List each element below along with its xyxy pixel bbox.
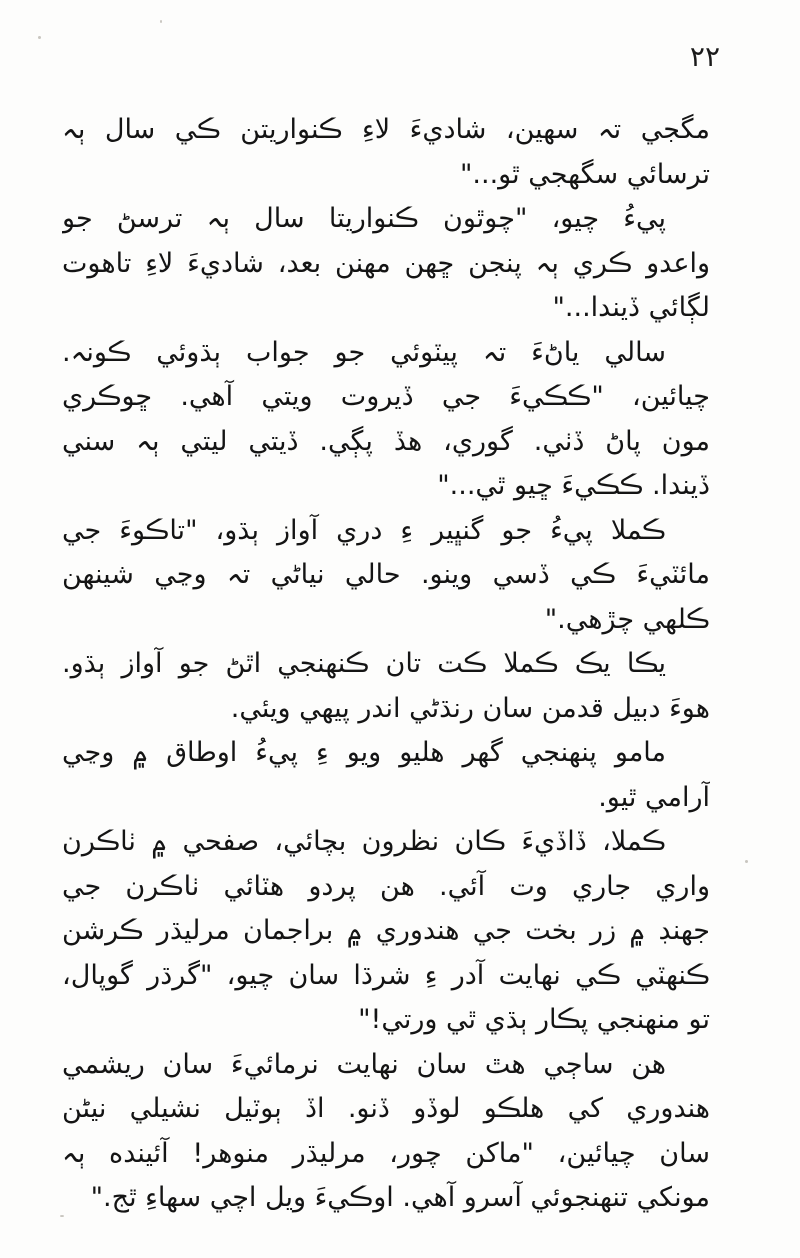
paragraph — [62, 511, 710, 645]
text-line: مونکي تنهنجوئي آسرو آهي. اوڪيءَ ويل اچي سهاءِ ٿج." — [90, 1182, 710, 1213]
text-line: هوءَ دبيل قدمن سان رنڌڻي اندر پيهي ويئي. — [230, 692, 710, 724]
paragraph — [62, 733, 710, 822]
page-body-text — [62, 110, 710, 1223]
paragraph — [62, 1045, 710, 1223]
paragraph — [62, 644, 710, 733]
text-line: جهنڊ ۾ زر بخت جي هندوري ۾ براجمان مرليڌر ڪرشن — [62, 915, 710, 946]
text-line: پيءُ چيو، "چوٿون ڪنواريتا سال ٻہ ترسڻ جو — [62, 203, 666, 234]
text-line: سالي ياڻءَ تہ پيٽوئي جو جواب ٻڌوئي ڪونہ. — [62, 336, 666, 368]
text-line: هندوري کي هلڪو لوڏو ڏنو. اڏ ٻوٽيل نشيلي نيڻن — [62, 1093, 710, 1124]
text-line: ڪلهي چڙهي." — [544, 603, 710, 635]
paragraph — [62, 333, 710, 511]
text-line: مامو پنهنجي گهر هليو ويو ءِ پيءُ اوطاق ۾ وڃي — [62, 737, 666, 768]
paper-speck — [38, 36, 41, 39]
text-line: واري جاري وت آئي. هن پردو هٽائي ٺاڪرن جي — [62, 870, 710, 902]
paragraph — [62, 822, 710, 1045]
paper-speck — [60, 1215, 64, 1217]
text-line: واعدو ڪري ٻہ پنجن ڇهن مهنن بعد، شاديءَ لاءِ تاهوت — [62, 247, 710, 279]
paper-speck — [160, 20, 162, 23]
text-line: ڪملا پيءُ جو گنڀير ءِ دري آواز ٻڌو، "تاڪوءَ جي — [62, 514, 666, 546]
paragraph — [62, 199, 710, 333]
text-line: آرامي ٿيو. — [598, 781, 710, 813]
text-line: ترسائي سگهجي ٿو..." — [460, 158, 710, 190]
text-line: يڪا يڪ ڪملا ڪت تان ڪنهنجي اٿڻ جو آواز ٻڌو. — [62, 648, 666, 679]
text-line: سان چيائين، "ماکن چور، مرليڌر منوهر! آئينده ٻہ — [62, 1137, 710, 1169]
text-line: ڏيندا. ڪڪيءَ ڇيو ٿي..." — [437, 470, 710, 501]
page-number: ٢٢ — [689, 40, 720, 73]
text-line: ڪملا، ڏاڏيءَ ڪان نظرون بچائي، صفحي ۾ ٺاڪرن — [62, 826, 666, 857]
text-line: لڳائي ڏيندا..." — [552, 292, 710, 323]
paper-speck — [745, 860, 748, 863]
text-line: هن ساڄي هٿ سان نهايت نرمائيءَ سان ريشمي — [62, 1048, 666, 1080]
text-line: مائٽيءَ ڪي ڏسي وينو. حالي نياڻي تہ وڃي شينهن — [62, 559, 710, 590]
paragraph — [62, 110, 710, 199]
text-line: مگجي تہ سهين، شاديءَ لاءِ ڪنواريتن ڪي سال ٻہ — [62, 114, 710, 145]
text-line: مون پاڻ ڏٺي. گوري، هڏ پڳي. ڏيتي ليتي ٻہ سني — [62, 425, 710, 457]
text-line: تو منهنجي پڪار ٻڌي ٿي ورتي!" — [358, 1004, 710, 1035]
text-line: چيائين، "ڪڪيءَ جي ڏيروت ويتي آهي. ڇوڪري — [62, 381, 710, 412]
text-line: ڪنهٽي ڪي نهايت آدر ءِ شرڌا سان چيو، "گرڌر گوپال، — [62, 959, 710, 991]
